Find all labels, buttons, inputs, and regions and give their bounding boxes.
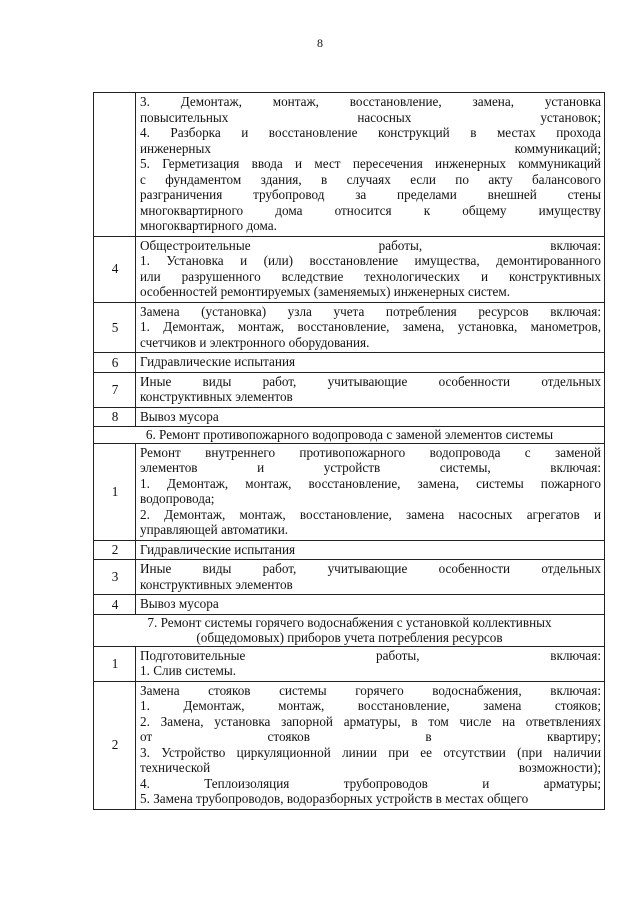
description-line: Замена стояков системы горячего водоснабжения, включая:: [140, 682, 601, 698]
work-description-lines: [140, 408, 601, 427]
description-line: Вывоз мусора: [140, 596, 219, 611]
work-description: [136, 353, 605, 373]
description-line: технической возможности);: [140, 760, 601, 775]
description-line: Гидравлические испытания: [140, 541, 296, 557]
description-line: 3. Устройство циркуляционной линии при ее отсутствии (при наличии: [140, 744, 601, 760]
description-line: Общестроительные работы, включая:: [140, 237, 601, 253]
description-line: Иные виды работ, учитывающие особенности отдельных: [140, 373, 601, 389]
row-number: 4: [94, 595, 136, 615]
work-description: [136, 681, 605, 809]
description-line: разграничения трубопровод за пределами внешней стены: [140, 187, 601, 202]
page-number: 8: [317, 36, 323, 50]
work-description-lines: [140, 353, 601, 372]
description-line: 1. Установка и (или) восстановление имущества, демонтированного: [140, 253, 601, 268]
work-description-lines: [140, 373, 601, 407]
table-row: [94, 595, 605, 615]
row-number: 1: [94, 443, 136, 540]
description-line: 3. Демонтаж, монтаж, восстановление, замена, установка: [140, 94, 601, 109]
table-row: [94, 540, 605, 560]
row-number: 8: [94, 407, 136, 427]
description-line: от стояков в квартиру;: [140, 729, 601, 744]
description-line: 5. Замена трубопроводов, водоразборных устройств в местах общего: [140, 791, 529, 806]
description-line: счетчиков и электронного оборудования.: [140, 334, 370, 350]
table-row: [94, 443, 605, 540]
row-number: 2: [94, 681, 136, 809]
table-row: [94, 646, 605, 681]
work-description-lines: [140, 682, 601, 809]
description-line: 4. Теплоизоляция трубопроводов и арматуры;: [140, 775, 601, 791]
section-title-line: 6. Ремонт противопожарного водопровода с заменой элементов системы: [145, 427, 554, 442]
description-line: конструктивных элементов: [140, 389, 293, 404]
section-header-row: [94, 614, 605, 646]
work-description-lines: [140, 237, 601, 302]
description-line: повысительных насосных установок;: [140, 109, 601, 125]
description-line: 1. Демонтаж, монтаж, восстановление, замена, установка, манометров,: [140, 319, 601, 334]
description-line: 5. Герметизация ввода и мест пересечения инженерных коммуникаций: [140, 156, 601, 171]
work-description: [136, 646, 605, 681]
description-line: многоквартирного дома.: [140, 218, 277, 233]
description-line: 2. Демонтаж, монтаж, восстановление, замена насосных агрегатов и: [140, 506, 601, 522]
description-line: с фундаментом здания, в случаях если по акту балансового: [140, 171, 601, 187]
section-header-row: [94, 427, 605, 444]
description-line: 1. Демонтаж, монтаж, восстановление, замена, системы пожарного: [140, 475, 601, 491]
description-line: 2. Замена, установка запорной арматуры, в том числе на ответвлениях: [140, 713, 601, 729]
description-line: элементов и устройств системы, включая:: [140, 460, 601, 475]
table-row: [94, 236, 605, 302]
work-description: [136, 595, 605, 615]
table-row: [94, 302, 605, 353]
description-line: 1. Демонтаж, монтаж, восстановление, замена стояков;: [140, 698, 601, 713]
work-description: [136, 407, 605, 427]
table-row: [94, 372, 605, 407]
section-title-line: (общедомовых) приборов учета потребления ресурсов: [196, 630, 503, 645]
works-table: [93, 92, 605, 810]
table-row: [94, 560, 605, 595]
description-line: или разрушенного вследствие технологических и конструктивных: [140, 268, 601, 284]
row-number: 4: [94, 236, 136, 302]
work-description: [136, 93, 605, 237]
work-description-lines: [140, 560, 601, 594]
work-description: [136, 372, 605, 407]
row-number: 5: [94, 302, 136, 353]
description-line: инженерных коммуникаций;: [140, 140, 601, 156]
table-row: [94, 353, 605, 373]
row-number: 3: [94, 560, 136, 595]
table-row: [94, 681, 605, 809]
section-title: [94, 427, 605, 444]
description-line: 1. Слив системы.: [140, 663, 237, 678]
description-line: управляющей автоматики.: [140, 522, 289, 537]
work-description-lines: [140, 303, 601, 353]
works-table-body: [94, 93, 605, 810]
description-line: особенностей ремонтируемых (заменяемых) инженерных систем.: [140, 284, 511, 299]
table-row: [94, 407, 605, 427]
description-line: Ремонт внутреннего противопожарного водопровода с заменой: [140, 444, 601, 460]
work-description: [136, 443, 605, 540]
work-description-lines: [140, 647, 601, 681]
description-line: Вывоз мусора: [140, 408, 219, 424]
work-description-lines: [140, 444, 601, 540]
section-title-line: 7. Ремонт системы горячего водоснабжения с установкой коллективных: [147, 614, 552, 630]
description-line: многоквартирного дома относится к общему имуществу: [140, 202, 601, 218]
description-line: Иные виды работ, учитывающие особенности отдельных: [140, 561, 601, 576]
row-number: 1: [94, 646, 136, 681]
description-line: Замена (установка) узла учета потребления ресурсов включая:: [140, 303, 601, 319]
row-number: 7: [94, 372, 136, 407]
work-description-lines: [140, 595, 601, 614]
work-description-lines: [140, 93, 601, 236]
table-row: [94, 93, 605, 237]
row-number: [94, 93, 136, 237]
description-line: Гидравлические испытания: [140, 354, 296, 369]
description-line: водопровода;: [140, 491, 215, 506]
description-line: Подготовительные работы, включая:: [140, 647, 601, 663]
work-description: [136, 560, 605, 595]
description-line: конструктивных элементов: [140, 576, 293, 592]
work-description: [136, 540, 605, 560]
work-description: [136, 236, 605, 302]
row-number: 2: [94, 540, 136, 560]
description-line: 4. Разборка и восстановление конструкций в местах прохода: [140, 125, 601, 140]
work-description-lines: [140, 541, 601, 560]
row-number: 6: [94, 353, 136, 373]
section-title: [94, 614, 605, 646]
work-description: [136, 302, 605, 353]
